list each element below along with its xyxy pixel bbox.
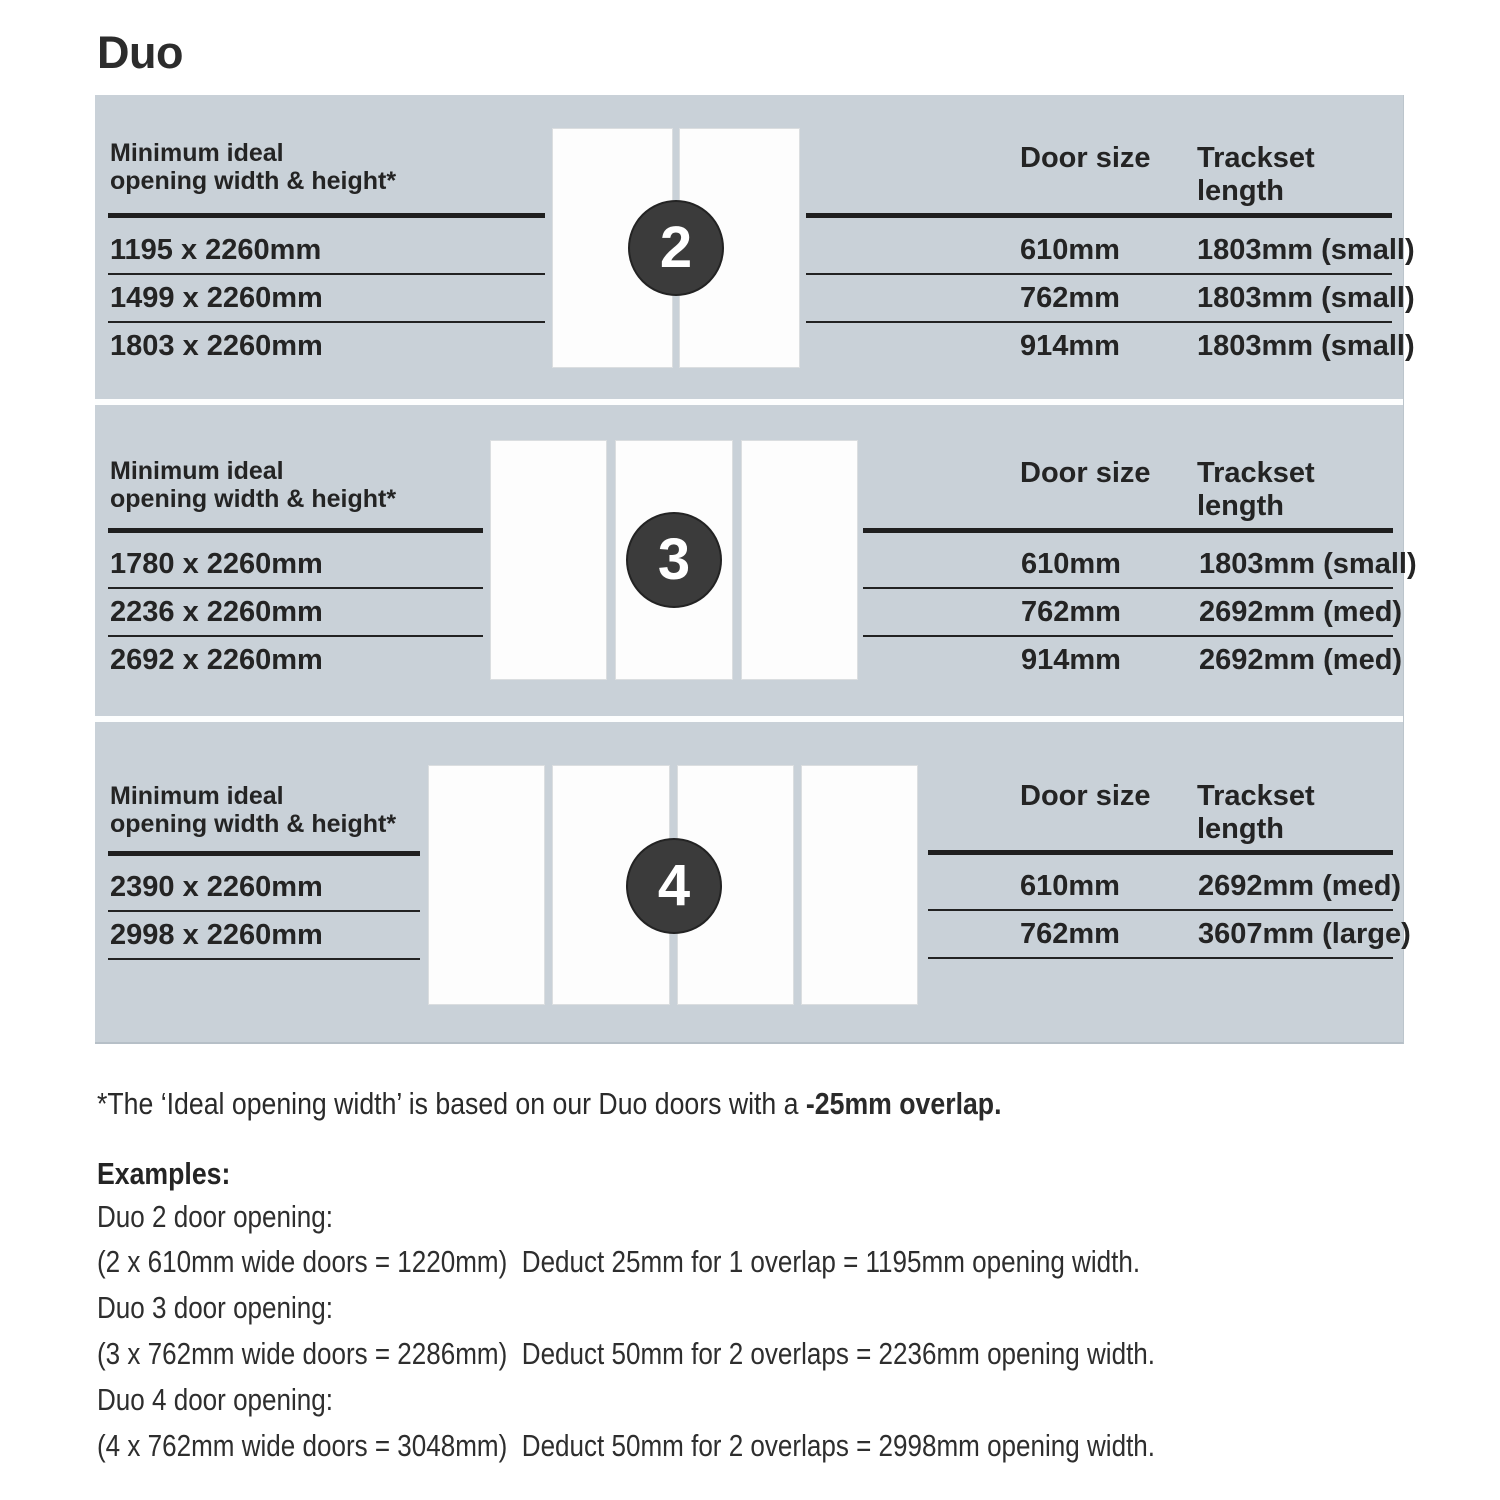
footnote (97, 1086, 1002, 1122)
header-rule (806, 213, 1392, 218)
trackset-header: Trackset length (1197, 780, 1315, 845)
opening-value: 2998 x 2260mm (110, 918, 323, 951)
opening-value: 2236 x 2260mm (110, 595, 323, 628)
trackset-value: 1803mm (small) (1197, 282, 1415, 314)
door-panel (428, 765, 545, 1005)
trackset-value: 3607mm (large) (1198, 918, 1411, 950)
spec-row (806, 323, 1415, 369)
spec-row (863, 637, 1403, 683)
door-count-badge (626, 512, 722, 608)
door-size-value: 610mm (1021, 548, 1121, 580)
opening-value: 2390 x 2260mm (110, 870, 323, 903)
min-opening-header-line2: opening width & height* (110, 485, 397, 513)
min-opening-header (110, 457, 396, 513)
min-opening-header-line2: opening width & height* (110, 810, 397, 838)
door-size-header: Door size (1020, 142, 1151, 174)
opening-rows (108, 864, 420, 960)
door-panel (801, 765, 918, 1005)
trackset-header: Trackset length (1197, 457, 1315, 522)
spec-row (806, 275, 1415, 323)
trackset-value: 2692mm (med) (1199, 596, 1403, 628)
page-title: Duo (97, 27, 183, 78)
header-rule (108, 528, 483, 533)
door-count-badge (626, 838, 722, 934)
example-detail: (2 x 610mm wide doors = 1220mm) Deduct 25mm for 1 overlap = 1195mm opening width. (97, 1244, 1141, 1279)
trackset-value: 2692mm (med) (1199, 644, 1403, 676)
example-detail: (3 x 762mm wide doors = 2286mm) Deduct 50mm for 2 overlaps = 2236mm opening width. (97, 1336, 1156, 1371)
spec-row (863, 589, 1403, 637)
opening-row (108, 864, 420, 912)
door-panel (490, 440, 607, 680)
min-opening-header (110, 782, 396, 838)
opening-row (108, 541, 483, 589)
trackset-value: 2692mm (med) (1198, 870, 1402, 902)
opening-row (108, 227, 545, 275)
trackset-value: 1803mm (small) (1197, 330, 1415, 362)
min-opening-header-line1: Minimum ideal (110, 457, 284, 485)
opening-value: 2692 x 2260mm (110, 643, 323, 676)
header-rule (108, 851, 420, 856)
door-size-value: 762mm (1021, 596, 1121, 628)
header-rule (928, 850, 1393, 855)
header-rule (108, 213, 545, 218)
section-separator (95, 716, 1403, 722)
door-size-value: 610mm (1020, 234, 1120, 266)
door-size-value: 610mm (1020, 870, 1120, 902)
opening-rows (108, 541, 483, 683)
door-size-value: 914mm (1020, 330, 1120, 362)
min-opening-header-line1: Minimum ideal (110, 139, 284, 167)
trackset-value: 1803mm (small) (1199, 548, 1417, 580)
opening-rows (108, 227, 545, 369)
spec-row (928, 911, 1411, 959)
example-label: Duo 4 door opening: (97, 1382, 333, 1417)
min-opening-header-line2: opening width & height* (110, 167, 397, 195)
footnote-text: *The ‘Ideal opening width’ is based on our Duo doors with a (97, 1086, 806, 1121)
opening-value: 1499 x 2260mm (110, 281, 323, 314)
opening-row (108, 323, 545, 369)
header-rule (863, 528, 1393, 533)
door-panel (741, 440, 858, 680)
door-size-header: Door size (1020, 780, 1151, 812)
footnote-bold-text: -25mm overlap. (805, 1086, 1002, 1121)
opening-row (108, 912, 420, 960)
min-opening-header-line1: Minimum ideal (110, 782, 284, 810)
opening-value: 1803 x 2260mm (110, 329, 323, 362)
spec-rows (863, 541, 1417, 683)
spec-row (806, 227, 1415, 275)
opening-row (108, 637, 483, 683)
spec-rows (928, 863, 1411, 959)
section-separator (95, 399, 1403, 405)
trackset-value: 1803mm (small) (1197, 234, 1415, 266)
example-label: Duo 3 door opening: (97, 1290, 333, 1325)
example-detail: (4 x 762mm wide doors = 3048mm) Deduct 50mm for 2 overlaps = 2998mm opening width. (97, 1428, 1156, 1463)
spec-row (928, 863, 1402, 911)
door-count: 4 (657, 853, 691, 918)
opening-value: 1195 x 2260mm (110, 233, 322, 266)
opening-value: 1780 x 2260mm (110, 547, 323, 580)
door-count-badge (628, 200, 724, 296)
trackset-header: Trackset length (1197, 142, 1315, 207)
door-size-value: 762mm (1020, 282, 1120, 314)
spec-row (863, 541, 1417, 589)
door-count: 2 (659, 215, 693, 280)
door-size-header: Door size (1020, 457, 1151, 489)
opening-row (108, 275, 545, 323)
door-size-value: 914mm (1021, 644, 1121, 676)
spec-rows (806, 227, 1415, 369)
opening-row (108, 589, 483, 637)
door-count: 3 (657, 527, 691, 592)
duo-table-panel (95, 95, 1417, 1044)
examples-heading: Examples: (97, 1156, 231, 1191)
example-label: Duo 2 door opening: (97, 1199, 333, 1234)
door-size-value: 762mm (1020, 918, 1120, 950)
min-opening-header (110, 139, 396, 195)
